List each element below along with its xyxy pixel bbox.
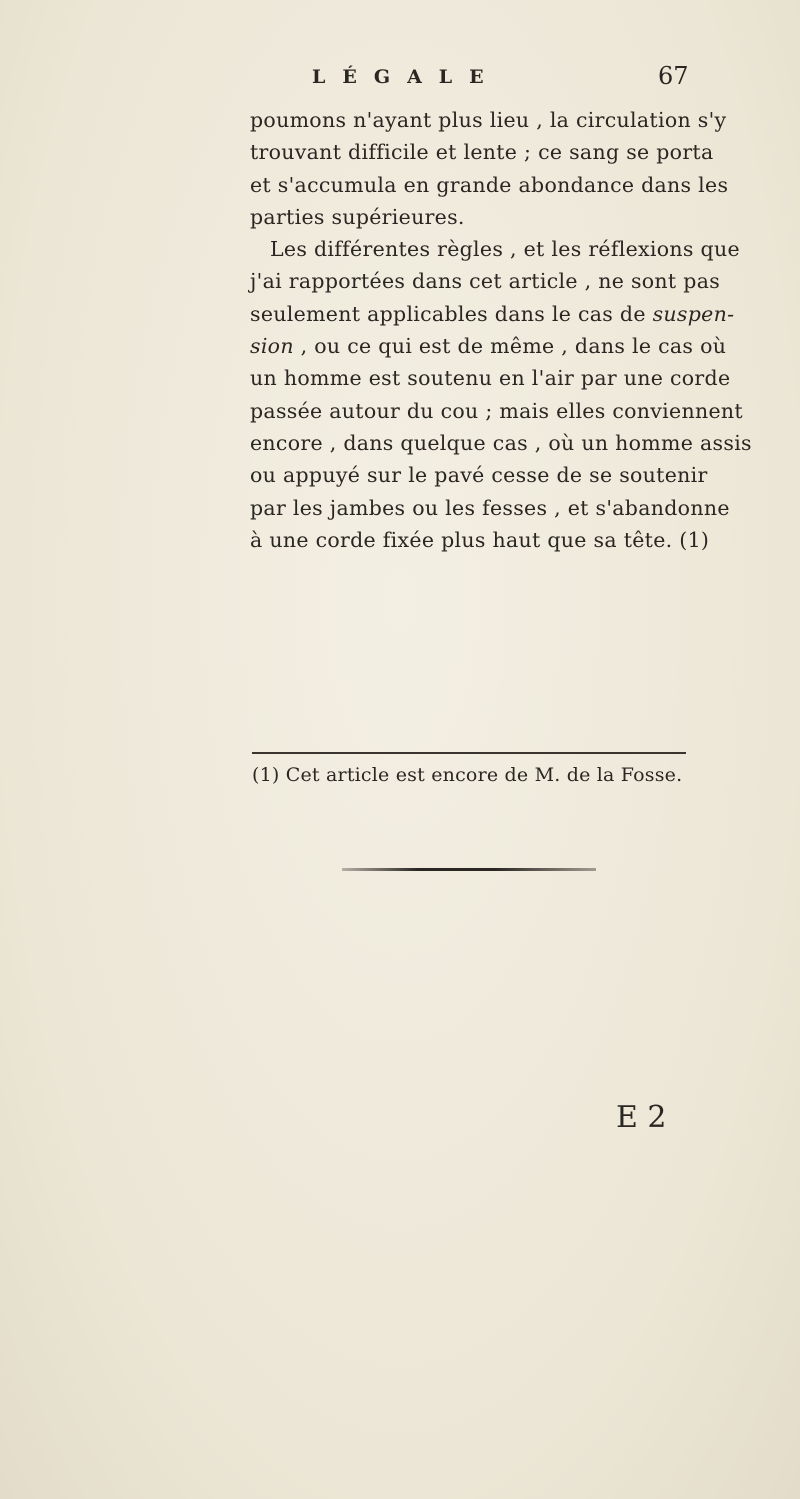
text-line: poumons n'ayant plus lieu , la circulation s'y xyxy=(250,108,727,132)
end-ornament-rule xyxy=(342,868,596,871)
text-line: un homme est soutenu en l'air par une corde xyxy=(250,366,731,391)
text-line: passée autour du cou ; mais elles conviennent xyxy=(250,398,743,423)
text-line: encore , dans quelque cas , où un homme assis xyxy=(250,430,752,455)
text-line: et s'accumula en grande abondance dans les xyxy=(250,172,729,197)
running-title: LÉGALE xyxy=(312,66,501,88)
text-line: par les jambes ou les fesses , et s'abandonne xyxy=(250,495,730,520)
footnote-divider xyxy=(252,752,686,754)
paragraph-start-line: Les différentes règles , et les réflexions que xyxy=(270,237,740,262)
body-text xyxy=(250,104,752,556)
italic-term: suspen- xyxy=(652,301,735,326)
footnote: (1) Cet article est encore de M. de la Fosse. xyxy=(252,764,683,786)
text-line: j'ai rapportées dans cet article , ne sont pas xyxy=(250,269,721,294)
text-line: ou appuyé sur le pavé cesse de se soutenir xyxy=(250,463,708,488)
running-header xyxy=(0,62,800,106)
text-line: à une corde fixée plus haut que sa tête. (1) xyxy=(250,527,710,552)
signature-mark: E 2 xyxy=(616,1100,667,1135)
text-segment: , ou ce qui est de même , dans le cas où xyxy=(293,334,727,359)
italic-term-continuation: sion xyxy=(250,334,294,359)
text-line-with-italic xyxy=(250,298,735,330)
text-segment: seulement applicables dans le cas de xyxy=(250,301,653,326)
page-number: 67 xyxy=(658,62,689,90)
text-line-with-italic xyxy=(250,330,727,362)
text-line: parties supérieures. xyxy=(250,204,465,229)
text-line: trouvant difficile et lente ; ce sang se porta xyxy=(250,140,714,165)
